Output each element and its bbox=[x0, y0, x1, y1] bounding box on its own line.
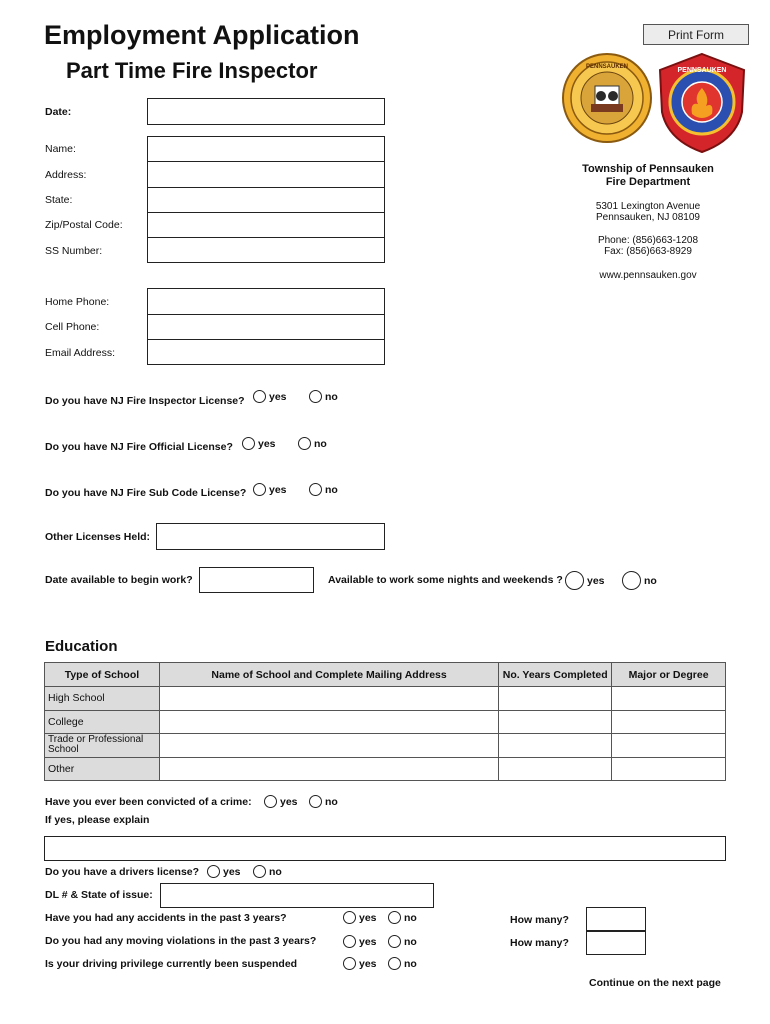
date-available-label: Date available to begin work? bbox=[45, 574, 193, 586]
svg-text:PENNSAUKEN: PENNSAUKEN bbox=[585, 64, 629, 70]
accidents-no-radio[interactable]: no bbox=[388, 911, 417, 924]
years-completed-cell[interactable] bbox=[499, 710, 612, 734]
accidents-count-field[interactable] bbox=[586, 907, 646, 931]
drivers-license-yes-radio[interactable]: yes bbox=[207, 865, 241, 878]
radio-circle-icon bbox=[388, 911, 401, 924]
years-completed-cell[interactable] bbox=[499, 734, 612, 758]
address-field[interactable] bbox=[148, 162, 384, 187]
radio-circle-icon bbox=[565, 571, 584, 590]
state-label: State: bbox=[45, 194, 73, 206]
school-type-cell: High School bbox=[45, 687, 160, 711]
years-completed-cell[interactable] bbox=[499, 687, 612, 711]
radio-circle-icon bbox=[343, 957, 356, 970]
school-address-cell[interactable] bbox=[159, 734, 498, 758]
major-degree-cell[interactable] bbox=[612, 710, 726, 734]
org-name: Township of Pennsauken bbox=[582, 163, 714, 175]
suspended-no-radio[interactable]: no bbox=[388, 957, 417, 970]
radio-circle-icon bbox=[388, 957, 401, 970]
table-row bbox=[45, 710, 726, 734]
accidents-yes-radio[interactable]: yes bbox=[343, 911, 377, 924]
accidents-how-many-label: How many? bbox=[510, 914, 569, 926]
column-header: No. Years Completed bbox=[499, 663, 612, 687]
fire-official-yes-radio[interactable]: yes bbox=[242, 437, 276, 450]
school-address-cell[interactable] bbox=[159, 757, 498, 781]
education-header-row bbox=[45, 663, 726, 687]
svg-text:PENNSAUKEN: PENNSAUKEN bbox=[677, 67, 727, 74]
radio-circle-icon bbox=[253, 483, 266, 496]
drivers-license-no-radio[interactable]: no bbox=[253, 865, 282, 878]
crime-explanation-field[interactable] bbox=[44, 836, 726, 861]
radio-circle-icon bbox=[242, 437, 255, 450]
radio-circle-icon bbox=[253, 390, 266, 403]
radio-circle-icon bbox=[253, 865, 266, 878]
crime-question: Have you ever been convicted of a crime: bbox=[45, 796, 252, 808]
zip-label: Zip/Postal Code: bbox=[45, 219, 123, 231]
fire-subcode-question: Do you have NJ Fire Sub Code License? bbox=[45, 487, 247, 499]
ssn-label: SS Number: bbox=[45, 245, 103, 257]
date-field[interactable] bbox=[147, 98, 385, 125]
fire-official-question: Do you have NJ Fire Official License? bbox=[45, 441, 233, 453]
violations-yes-radio[interactable]: yes bbox=[343, 935, 377, 948]
school-type-cell: College bbox=[45, 710, 160, 734]
suspended-yes-radio[interactable]: yes bbox=[343, 957, 377, 970]
table-row bbox=[45, 687, 726, 711]
dl-state-label: DL # & State of issue: bbox=[45, 889, 153, 901]
radio-circle-icon bbox=[622, 571, 641, 590]
fire-official-no-radio[interactable]: no bbox=[298, 437, 327, 450]
school-type-cell: Other bbox=[45, 757, 160, 781]
email-field[interactable] bbox=[148, 340, 384, 364]
phone-number: Phone: (856)663-1208 bbox=[597, 235, 699, 246]
nights-weekends-no-radio[interactable]: no bbox=[622, 571, 657, 590]
violations-no-radio[interactable]: no bbox=[388, 935, 417, 948]
table-row bbox=[45, 734, 726, 758]
name-label: Name: bbox=[45, 143, 76, 155]
date-available-field[interactable] bbox=[199, 567, 314, 593]
state-field[interactable] bbox=[148, 188, 384, 213]
education-heading: Education bbox=[45, 638, 118, 655]
column-header: Major or Degree bbox=[612, 663, 726, 687]
radio-circle-icon bbox=[309, 483, 322, 496]
major-degree-cell[interactable] bbox=[612, 757, 726, 781]
radio-circle-icon bbox=[207, 865, 220, 878]
date-label: Date: bbox=[45, 106, 72, 118]
major-degree-cell[interactable] bbox=[612, 734, 726, 758]
address-line-2: Pennsauken, NJ 08109 bbox=[596, 212, 700, 223]
school-address-cell[interactable] bbox=[159, 687, 498, 711]
fire-subcode-no-radio[interactable]: no bbox=[309, 483, 338, 496]
fire-inspector-yes-radio[interactable]: yes bbox=[253, 390, 287, 403]
address-label: Address: bbox=[45, 169, 87, 181]
address-line-1: 5301 Lexington Avenue bbox=[595, 201, 701, 212]
zip-field[interactable] bbox=[148, 213, 384, 238]
contact-fields bbox=[147, 288, 385, 365]
column-header: Name of School and Complete Mailing Address bbox=[159, 663, 498, 687]
school-address-cell[interactable] bbox=[159, 710, 498, 734]
nights-weekends-question: Available to work some nights and weekends ? bbox=[328, 574, 563, 586]
violations-how-many-label: How many? bbox=[510, 937, 569, 949]
radio-circle-icon bbox=[343, 911, 356, 924]
fire-department-badge-logo bbox=[656, 52, 748, 154]
page-title: Employment Application bbox=[44, 20, 360, 50]
school-type-cell: Trade or Professional School bbox=[45, 734, 160, 758]
other-licenses-label: Other Licenses Held: bbox=[45, 531, 151, 543]
fax-number: Fax: (856)663-8929 bbox=[604, 246, 692, 257]
drivers-license-question: Do you have a drivers license? bbox=[45, 866, 200, 878]
radio-circle-icon bbox=[343, 935, 356, 948]
dept-name: Fire Department bbox=[605, 176, 691, 188]
township-seal-logo bbox=[561, 52, 653, 144]
accidents-question: Have you had any accidents in the past 3 years? bbox=[45, 912, 287, 924]
major-degree-cell[interactable] bbox=[612, 687, 726, 711]
nights-weekends-yes-radio[interactable]: yes bbox=[565, 571, 605, 590]
name-field[interactable] bbox=[148, 137, 384, 162]
dl-state-field[interactable] bbox=[160, 883, 434, 908]
email-label: Email Address: bbox=[45, 347, 116, 359]
page-subtitle: Part Time Fire Inspector bbox=[66, 58, 318, 83]
website: www.pennsauken.gov bbox=[599, 270, 697, 281]
home-phone-field[interactable] bbox=[148, 289, 384, 315]
crime-yes-radio[interactable]: yes bbox=[264, 795, 298, 808]
continue-note: Continue on the next page bbox=[589, 977, 721, 989]
violations-question: Do you had any moving violations in the past 3 years? bbox=[45, 935, 317, 947]
fire-inspector-question: Do you have NJ Fire Inspector License? bbox=[45, 395, 245, 407]
fire-subcode-yes-radio[interactable]: yes bbox=[253, 483, 287, 496]
cell-phone-field[interactable] bbox=[148, 315, 384, 341]
other-licenses-field[interactable] bbox=[156, 523, 385, 550]
cell-phone-label: Cell Phone: bbox=[45, 321, 100, 333]
radio-circle-icon bbox=[309, 390, 322, 403]
radio-circle-icon bbox=[264, 795, 277, 808]
radio-circle-icon bbox=[309, 795, 322, 808]
print-form-button[interactable]: Print Form bbox=[643, 24, 749, 45]
crime-explain-label: If yes, please explain bbox=[45, 814, 150, 826]
education-table bbox=[44, 662, 726, 781]
radio-circle-icon bbox=[388, 935, 401, 948]
crime-no-radio[interactable]: no bbox=[309, 795, 338, 808]
radio-circle-icon bbox=[298, 437, 311, 450]
suspended-question: Is your driving privilege currently been suspended bbox=[45, 958, 298, 970]
violations-count-field[interactable] bbox=[586, 931, 646, 955]
years-completed-cell[interactable] bbox=[499, 757, 612, 781]
home-phone-label: Home Phone: bbox=[45, 296, 110, 308]
column-header: Type of School bbox=[45, 663, 160, 687]
ssn-field[interactable] bbox=[148, 238, 384, 262]
fire-inspector-no-radio[interactable]: no bbox=[309, 390, 338, 403]
table-row bbox=[45, 757, 726, 781]
personal-info-fields bbox=[147, 136, 385, 263]
